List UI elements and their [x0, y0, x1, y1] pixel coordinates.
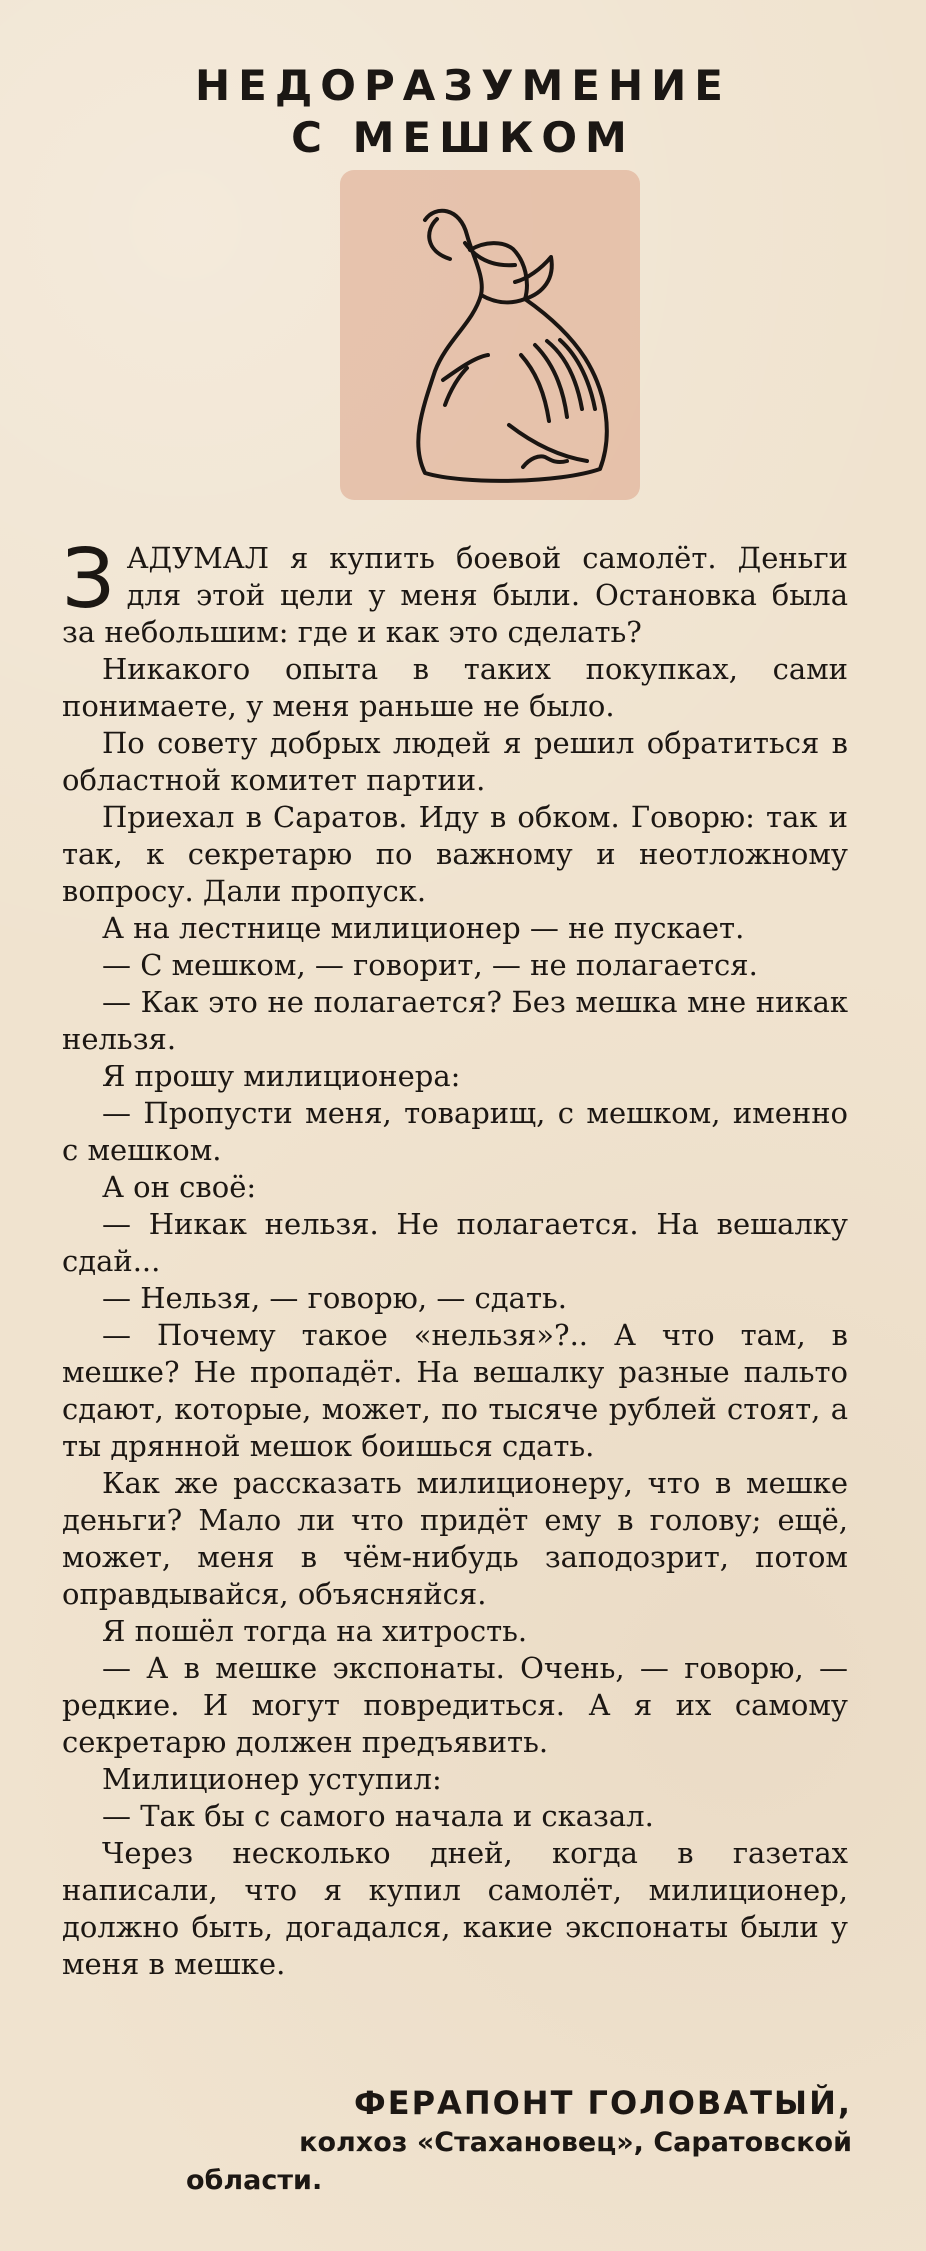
- paragraph-2: Никакого опыта в таких покупках, сами понимаете, у меня раньше не было.: [62, 652, 848, 723]
- paragraph-12: — Нельзя, — говорю, — сдать.: [102, 1281, 567, 1315]
- paragraph-14: Как же рассказать милиционеру, что в мешке деньги? Мало ли что придёт ему в голову; ещё, может, меня в чём-нибудь заподозрит, потом оправдывайся, объясняйся.: [62, 1466, 848, 1611]
- headline: [0, 0, 926, 164]
- paragraph-4: Приехал в Саратов. Иду в обком. Говорю: так и так, к секретарю по важному и неотложному вопросу. Дали пропуск.: [62, 800, 848, 908]
- author-name: ФЕРАПОНТ ГОЛОВАТЫЙ,: [354, 2084, 852, 2122]
- signature: [62, 2082, 852, 2200]
- paragraph-3: По совету добрых людей я решил обратиться в областной комитет партии.: [62, 726, 848, 797]
- article-body: [62, 532, 848, 1983]
- author-place-line-2: области.: [186, 2165, 323, 2196]
- paragraph-19: Через несколько дней, когда в газетах написали, что я купил самолёт, милиционер, должно быть, догадался, какие экспонаты были у меня в мешке.: [62, 1836, 848, 1981]
- paragraph-18: — Так бы с самого начала и сказал.: [102, 1799, 654, 1833]
- sack-icon: [355, 195, 625, 495]
- paragraph-5: А на лестнице милиционер — не пускает.: [102, 911, 745, 945]
- paragraph-10: А он своё:: [102, 1170, 257, 1204]
- paragraph-16: — А в мешке экспонаты. Очень, — говорю, — редкие. И могут повредиться. А я их самому секретарю должен предъявить.: [62, 1651, 848, 1759]
- paragraph-9: — Пропусти меня, товарищ, с мешком, именно с мешком.: [62, 1096, 848, 1167]
- paragraph-11: — Никак нельзя. Не полагается. На вешалку сдай...: [62, 1207, 848, 1278]
- paragraph-6: — С мешком, — говорит, — не полагается.: [102, 948, 758, 982]
- headline-line-2: С МЕШКОМ: [291, 113, 635, 162]
- author-place-line-1: колхоз «Стахановец», Саратовской: [299, 2127, 852, 2158]
- headline-line-1: НЕДОРАЗУМЕНИЕ: [195, 61, 731, 110]
- paragraph-13: — Почему такое «нельзя»?.. А что там, в мешке? Не пропадёт. На вешалку разные пальто сдают, которые, может, по тысяче рублей стоят, а ты дрянной мешок боишься сдать.: [62, 1318, 848, 1463]
- paragraph-1-text: АДУМАЛ я купить боевой самолёт. Деньги для этой цели у меня были. Остановка была за небольшим: где и как это сделать?: [62, 541, 848, 649]
- paragraph-7: — Как это не полагается? Без мешка мне никак нельзя.: [62, 985, 848, 1056]
- paragraph-17: Милиционер уступил:: [102, 1762, 442, 1796]
- paragraph-8: Я прошу милиционера:: [102, 1059, 461, 1093]
- paragraph-1: [62, 532, 848, 651]
- dropcap: З: [62, 532, 115, 627]
- sack-illustration: [340, 170, 640, 510]
- paragraph-15: Я пошёл тогда на хитрость.: [102, 1614, 528, 1648]
